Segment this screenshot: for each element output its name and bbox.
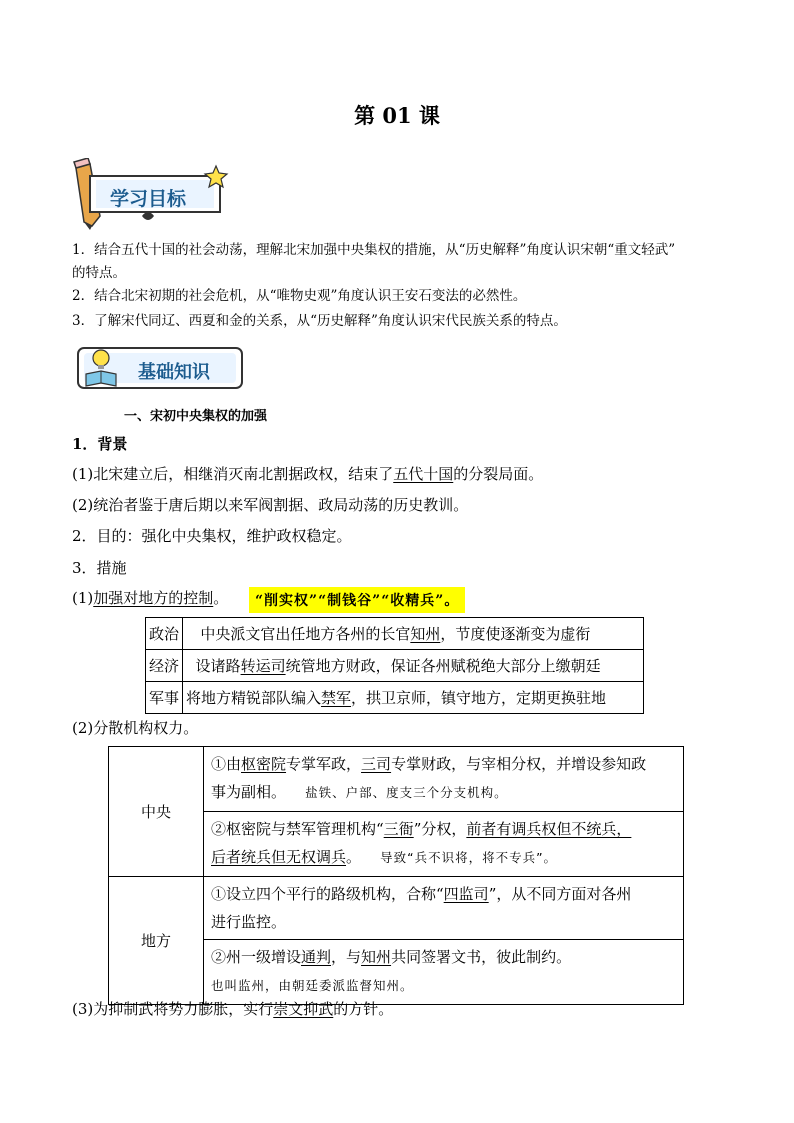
handwritten-note: 盐铁、户部、度支三个分支机构。	[305, 785, 508, 800]
local-control-table	[145, 617, 644, 714]
objective-line: 1．结合五代十国的社会动荡，理解北宋加强中央集权的措施，从“历史解释”角度认识宋朝“重文轻武”	[72, 242, 676, 258]
handwritten-note: 也叫监州，由朝廷委派监督知州。	[211, 978, 414, 993]
page-title: 第 01 课	[354, 103, 440, 128]
objectives-badge	[70, 158, 230, 228]
objective-line: 3．了解宋代同辽、西夏和金的关系，从“历史解释”角度认识宋代民族关系的特点。	[72, 313, 567, 329]
background-point-2: (2)统治者鉴于唐后期以来军阀割据、政局动荡的历史教训。	[72, 496, 469, 514]
objective-line: 2．结合北宋初期的社会危机，从“唯物史观”角度认识王安石变法的必然性。	[72, 288, 527, 304]
measures-heading: 3．措施	[72, 559, 127, 577]
table-cell-label: 中央	[109, 747, 204, 877]
background-heading: 1．背景	[72, 435, 128, 453]
table-cell-label: 经济	[146, 650, 183, 682]
table-cell: ②枢密院与禁军管理机构“三衙”分权，前者有调兵权但不统兵， 后者统兵但无权调兵。 导致“兵不识将，将不专兵”。	[204, 812, 684, 877]
knowledge-badge-label: 基础知识	[138, 362, 210, 383]
measure-1-highlight-note: “削实权”“制钱谷”“收精兵”。	[249, 587, 465, 613]
handwritten-note: 导致“兵不识将，将不专兵”。	[380, 850, 558, 865]
purpose-line: 2．目的：强化中央集权，维护政权稳定。	[72, 527, 352, 545]
power-division-table	[108, 746, 684, 1005]
table-cell-label: 地方	[109, 877, 204, 1005]
table-cell: 中央派文官出任地方各州的长官知州，节度使逐渐变为虚衔	[183, 618, 644, 650]
table-cell: ①由枢密院专掌军政，三司专掌财政，与宰相分权，并增设参知政 事为副相。 盐铁、户部、度支三个分支机构。	[204, 747, 684, 812]
table-cell-label: 政治	[146, 618, 183, 650]
background-point-1: (1)北宋建立后，相继消灭南北割据政权，结束了五代十国的分裂局面。	[72, 465, 544, 483]
knowledge-badge	[76, 344, 246, 394]
objectives-badge-label: 学习目标	[110, 188, 187, 210]
table-cell-label: 军事	[146, 682, 183, 714]
table-row	[146, 682, 644, 714]
measure-1: (1)加强对地方的控制。	[72, 589, 229, 607]
measure-2: (2)分散机构权力。	[72, 719, 199, 737]
table-cell: ②州一级增设通判，与知州共同签署文书，彼此制约。 也叫监州，由朝廷委派监督知州。	[204, 940, 684, 1005]
table-row	[109, 877, 684, 940]
table-row	[146, 618, 644, 650]
table-cell: ①设立四个平行的路级机构，合称“四监司”，从不同方面对各州 进行监控。	[204, 877, 684, 940]
table-row	[109, 747, 684, 812]
table-row	[146, 650, 644, 682]
table-cell: 将地方精锐部队编入禁军，拱卫京师，镇守地方，定期更换驻地	[183, 682, 644, 714]
table-cell: 设诸路转运司统管地方财政，保证各州赋税绝大部分上缴朝廷	[183, 650, 644, 682]
objective-line: 的特点。	[72, 265, 126, 281]
measure-3: (3)为抑制武将势力膨胀，实行崇文抑武的方针。	[72, 1000, 394, 1018]
section-heading: 一、宋初中央集权的加强	[124, 409, 268, 424]
